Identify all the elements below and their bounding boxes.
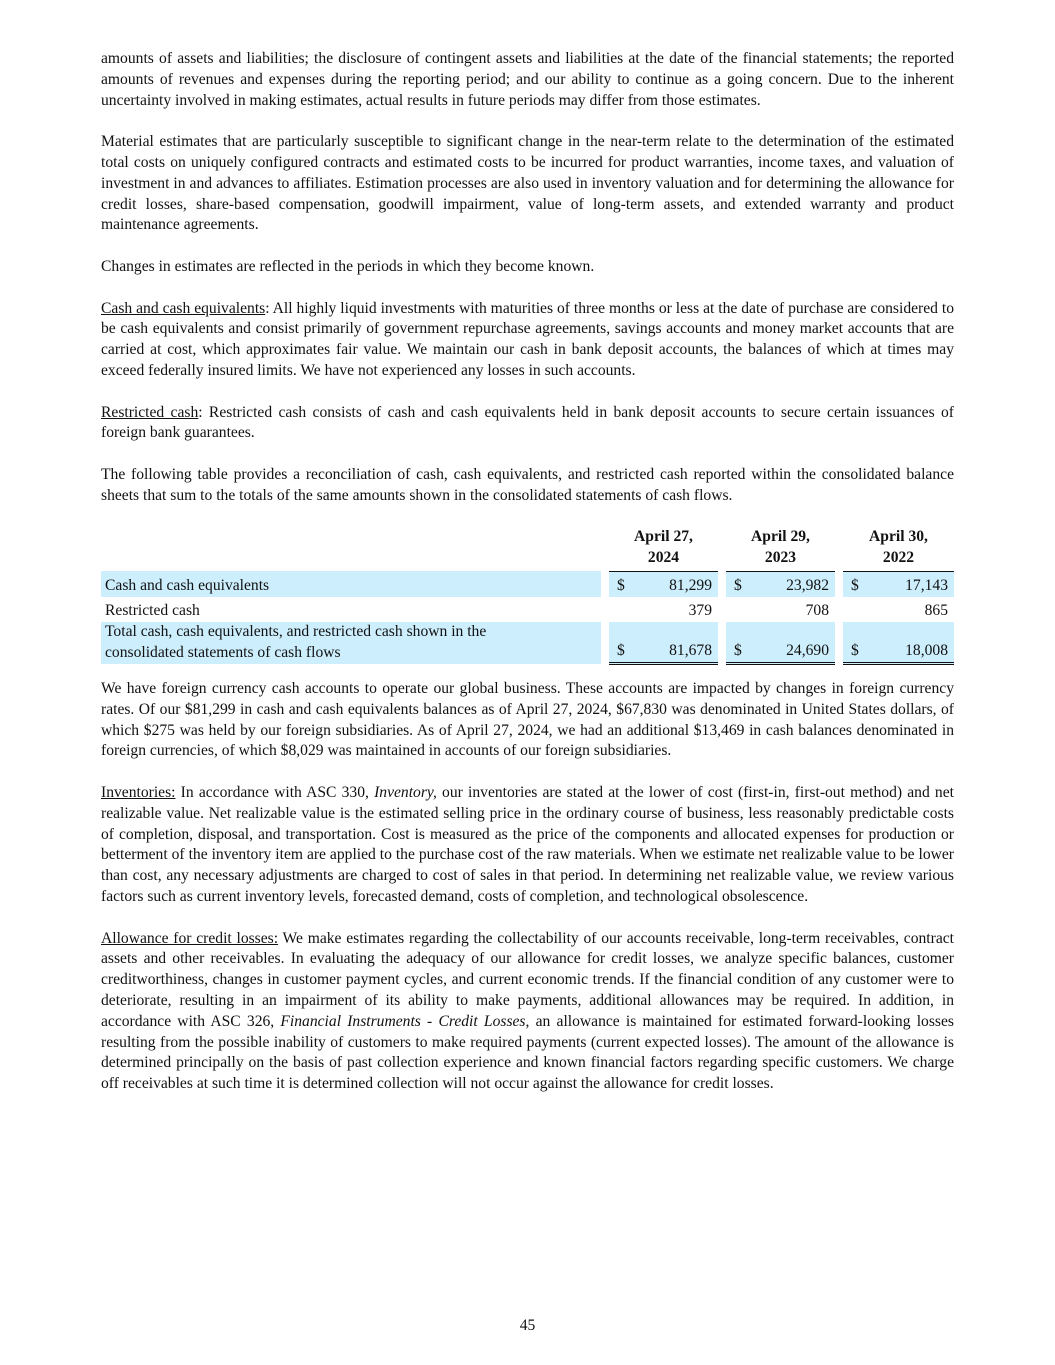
paragraph-allowance-credit-losses: Allowance for credit losses: We make estimates regarding the collectability of our accounts receivable, long-term receivables, contract assets and other receivables. In evaluating the adequacy of our allowance for credit losses, we analyze specific balances, customer creditworthiness, changes in customer payment cycles, and current economic trends. If the financial condition of any customer were to deteriorate, resulting in an impairment of its ability to make payments, additional allowances may be required. In addition, in accordance with ASC 326, Financial Instruments - Credit Losses, an allowance is maintained for estimated forward-looking losses resulting from the possible inability of customers to make required payments (current expected losses). The amount of the allowance is determined principally on the basis of past collection experience and known financial factors regarding specific customers. We charge off receivables at such time it is determined collection will not occur against the allowance for credit losses. (101, 929, 954, 1093)
paragraph-restricted-cash (101, 403, 954, 445)
cash-equivalents-text: : All highly liquid investments with maturities of three months or less at the date of purchase are considered to be cash equivalents and consist primarily of government repurchase agreements, savings accounts and money market accounts that are carried at cost, which approximates fair value. We maintain our cash in bank deposit accounts, the balances of which at times may exceed federally insured limits. We have not experienced any losses in such accounts. (101, 299, 955, 379)
paragraph-estimates-intro: amounts of assets and liabilities; the disclosure of contingent assets and liabilities at the date of the financial statements; the reported amounts of revenues and expenses during the reporting period; and our ability to continue as a going concern. Due to the inherent uncertainty involved in making estimates, actual results in future periods may differ from those estimates. (101, 50, 954, 109)
currency-symbol: $ (843, 622, 865, 664)
row-label: Total cash, cash equivalents, and restricted cash shown in the consolidated statements of cash flows (101, 622, 601, 664)
allowance-heading: Allowance for credit losses: (101, 929, 279, 947)
cell-value: 708 (805, 602, 829, 620)
currency-symbol: $ (609, 622, 631, 664)
row-label: Cash and cash equivalents (101, 571, 601, 597)
paragraph-material-estimates: Material estimates that are particularly susceptible to significant change in the near-term relate to the determination of the estimated total costs on uniquely configured contracts and estimated costs to be incurred for product warranties, income taxes, and valuation of investment in and advances to affiliates. Estimation processes are also used in inventory valuation and for determining the allowance for credit losses, share-based compensation, goodwill impairment, value of long-term assets, and extended warranty and product maintenance agreements. (101, 133, 954, 234)
page-number: 45 (519, 1317, 536, 1334)
currency-symbol: $ (726, 622, 748, 664)
paragraph-foreign-currency: We have foreign currency cash accounts to operate our global business. These accounts are impacted by changes in foreign currency rates. Of our $81,299 in cash and cash equivalents balances as of April 27, 2024, $67,830 was denominated in United States dollars, of which $275 was held by our foreign subsidiaries. As of April 27, 2024, we had an additional $13,469 in cash balances denominated in foreign currencies, of which $8,029 was maintained in accounts of our foreign subsidiaries. (101, 680, 954, 760)
paragraph-inventories: Inventories: In accordance with ASC 330, Inventory, our inventories are stated at the lower of cost (first-in, first-out method) and net realizable value. Net realizable value is the estimated selling price in the ordinary course of business, less reasonably predictable costs of completion, disposal, and transportation. Cost is measured as the price of the components and allocated expenses for production or betterment of the inventory item are applied to the purchase cost of the raw materials. When we estimate net realizable value to be lower than cost, any necessary adjustments are charged to cost of sales in that period. In determining net realizable value, we review various factors such as current inventory levels, forecasted demand, costs of completion, and technological obsolescence. (101, 784, 954, 905)
column-header: April 30, 2022 (843, 527, 954, 571)
column-header: April 29, 2023 (726, 527, 835, 571)
cash-reconciliation-table (101, 527, 954, 665)
restricted-cash-heading: Restricted cash (101, 403, 199, 421)
currency-symbol: $ (609, 571, 631, 597)
table-row-total (101, 622, 954, 664)
table-header-row (101, 527, 954, 571)
cell-value: 18,008 (865, 622, 954, 664)
cell-value: 865 (924, 602, 948, 620)
currency-symbol: $ (843, 571, 865, 597)
document-body (101, 49, 954, 1116)
table-row (101, 597, 954, 622)
cell-value: 81,299 (631, 571, 718, 597)
currency-symbol: $ (726, 571, 748, 597)
restricted-cash-text: : Restricted cash consists of cash and cash equivalents held in bank deposit accounts to secure certain issuances of foreign bank guarantees. (101, 403, 954, 442)
row-label: Restricted cash (105, 602, 200, 620)
cell-value: 23,982 (748, 571, 835, 597)
column-header: April 27, 2024 (609, 527, 718, 571)
cell-value: 24,690 (748, 622, 835, 664)
paragraph-changes-in-estimates: Changes in estimates are reflected in the periods in which they become known. (101, 257, 595, 275)
table-row (101, 571, 954, 597)
cell-value: 17,143 (865, 571, 954, 597)
cash-equivalents-heading: Cash and cash equivalents (101, 299, 266, 317)
cell-value: 81,678 (631, 622, 718, 664)
paragraph-cash-equivalents (101, 299, 954, 382)
cell-value: 379 (688, 602, 712, 620)
paragraph-table-intro: The following table provides a reconciliation of cash, cash equivalents, and restricted cash reported within the consolidated balance sheets that sum to the totals of the same amounts shown in the consolidated statements of cash flows. (101, 465, 954, 504)
inventories-heading: Inventories: (101, 784, 176, 801)
